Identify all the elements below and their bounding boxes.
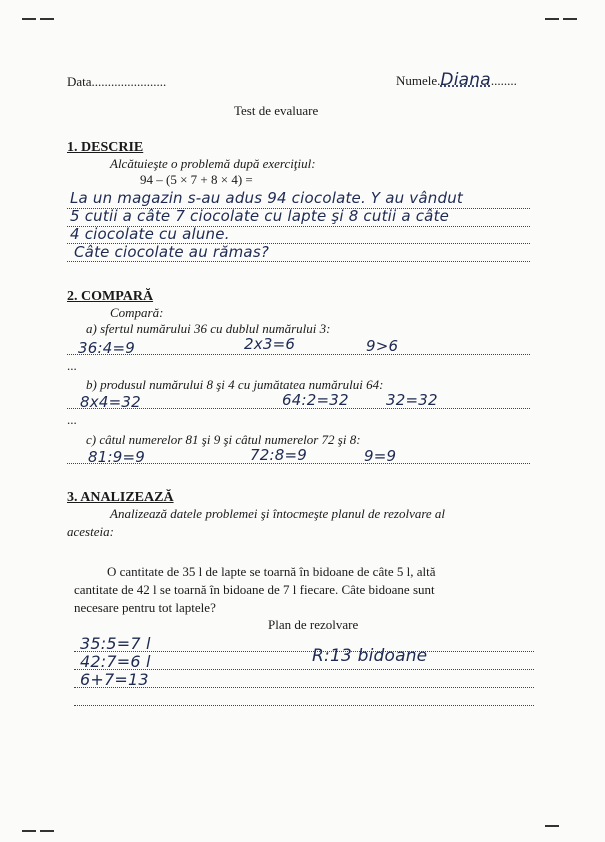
name-label: Numele. [396, 73, 441, 88]
problem-text: cantitate de 42 l se toarnă în bidoane de 7 l fiecare. Câte bidoane sunt [74, 582, 435, 597]
section1-heading: 1. DESCRIE [67, 140, 144, 155]
handwritten-answer: 36:4=9 [78, 339, 135, 357]
handwritten-plan: 6+7=13 [80, 670, 149, 689]
section2-heading: 2. COMPARĂ [67, 289, 154, 304]
handwritten-answer: 9>6 [366, 337, 399, 355]
scan-mark [545, 825, 559, 827]
scan-mark [563, 18, 577, 20]
handwritten-answer: 9=9 [364, 447, 397, 465]
extra-dots: ... [67, 412, 77, 427]
handwritten-line: La un magazin s-au adus 94 ciocolate. Y au vândut [70, 189, 463, 207]
section3-instruction-cont: acesteia: [67, 524, 114, 539]
problem-text: necesare pentru tot laptele? [74, 600, 216, 615]
extra-dots: ... [67, 358, 77, 373]
section2-instruction: Compară: [110, 305, 164, 320]
compare-prompt-b: b) produsul numărului 8 şi 4 cu jumătatea numărului 64: [86, 377, 384, 392]
test-title: Test de evaluare [234, 103, 319, 118]
handwritten-final-answer: R:13 bidoane [312, 646, 428, 666]
scan-mark [22, 830, 36, 832]
handwritten-answer: 8x4=32 [80, 393, 141, 411]
handwritten-answer: 81:9=9 [88, 448, 145, 466]
handwritten-answer: 72:8=9 [250, 446, 307, 464]
scan-mark [40, 830, 54, 832]
handwritten-plan: 42:7=6 l [80, 652, 151, 671]
name-dots: ........ [490, 73, 517, 88]
name-field [396, 70, 517, 90]
handwritten-plan: 35:5=7 l [80, 634, 151, 653]
answer-line [74, 705, 534, 706]
handwritten-line: Câte ciocolate au rămas? [74, 243, 270, 261]
handwritten-answer: 2x3=6 [244, 335, 296, 353]
section1-instruction: Alcătuieşte o problemă după exerciţiul: [110, 156, 316, 171]
problem-text: O cantitate de 35 l de lapte se toarnă în bidoane de câte 5 l, altă [107, 564, 436, 579]
handwritten-answer: 32=32 [386, 391, 438, 409]
section1-expression: 94 – (5 × 7 + 8 × 4) = [140, 172, 253, 187]
student-name: Diana [440, 70, 491, 90]
scan-mark [40, 18, 54, 20]
scan-mark [545, 18, 559, 20]
section3-heading: 3. ANALIZEAZĂ [67, 490, 174, 505]
answer-line [67, 261, 530, 262]
compare-prompt-c: c) câtul numerelor 81 şi 9 şi câtul numerelor 72 şi 8: [86, 432, 361, 447]
handwritten-line: 5 cutii a câte 7 ciocolate cu lapte şi 8 cutii a câte [70, 207, 450, 225]
scan-mark [22, 18, 36, 20]
answer-line [67, 354, 530, 355]
handwritten-line: 4 ciocolate cu alune. [70, 225, 230, 243]
compare-prompt-a: a) sfertul numărului 36 cu dublul numărului 3: [86, 321, 331, 336]
date-label: Data....................... [67, 74, 167, 89]
section3-instruction: Analizează datele problemei şi întocmeşte planul de rezolvare al [110, 506, 446, 521]
plan-label: Plan de rezolvare [268, 617, 359, 632]
handwritten-answer: 64:2=32 [282, 391, 349, 409]
